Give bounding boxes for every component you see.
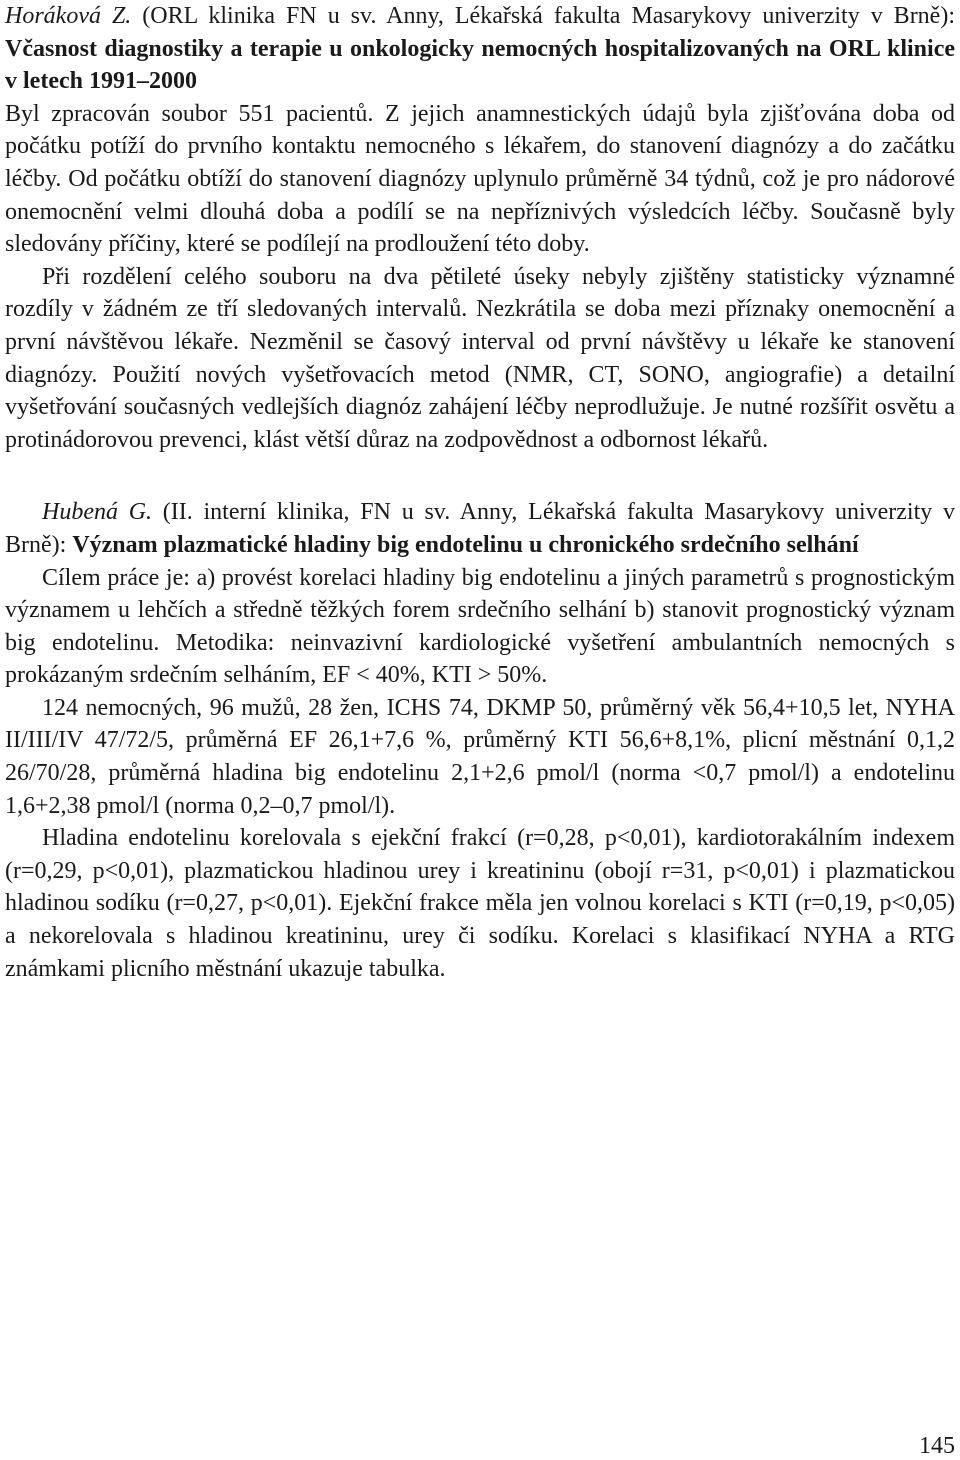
abstract-paragraph: 124 nemocných, 96 mužů, 28 žen, ICHS 74, DKMP 50, průměrný věk 56,4+10,5 let, NYHA II/III/IV 47/72/5, průměrná EF 26,1+7,6 %, průměrný KTI 56,6+8,1%, plicní městnání 0,1,2 26/70/28, průměrná hladina big endotelinu 2,1+2,6 pmol/l (norma <0,7 pmol/l) a endotelinu 1,6+2,38 pmol/l (norma 0,2–0,7 pmol/l). <box>5 694 955 819</box>
abstract-paragraph: Cílem práce je: a) provést korelaci hladiny big endotelinu a jiných parametrů s prognostickým významem u lehčích a středně těžkých forem srdečního selhání b) stanovit prognostický význam big endotelinu. Metodika: neinvazivní kardiologické vyšetření ambulantních nemocných s prokázaným srdečním selháním, EF < 40%, KTI > 50%. <box>5 564 955 689</box>
abstract-title: Včasnost diagnostiky a terapie u onkologicky nemocných hospitalizovaných na ORL klinice v letech 1991–2000 <box>5 35 955 95</box>
abstract-entry-hubena <box>5 496 955 985</box>
abstract-paragraph: Byl zpracován soubor 551 pacientů. Z jejich anamnestických údajů byla zjišťována doba od počátku potíží do prvního kontaktu nemocného s lékařem, do stanovení diagnózy a do začátku léčby. Od počátku obtíží do stanovení diagnózy uplynulo průměrně 34 týdnů, což je pro nádorové onemocnění velmi dlouhá doba a podílí se na nepříznivých výsledcích léčby. Současně byly sledovány příčiny, které se podílejí na prodloužení této doby. <box>5 100 955 258</box>
author-affiliation: (ORL klinika FN u sv. Anny, Lékařská fakulta Masarykovy univerzity v Brně): <box>131 3 955 29</box>
author-name: Horáková Z. <box>5 3 132 29</box>
abstract-title: Význam plazmatické hladiny big endotelinu u chronického srdečního selhání <box>72 531 859 558</box>
abstract-paragraph: Při rozdělení celého souboru na dva pětileté úseky nebyly zjištěny statisticky významné rozdíly v žádném ze tří sledovaných intervalů. Nezkrátila se doba mezi příznaky onemocnění a první návštěvou lékaře. Nezměnil se časový interval od první návštěvy u lékaře ke stanovení diagnózy. Použití nových vyšetřovacích metod (NMR, CT, SONO, angiografie) a detailní vyšetřování současných vedlejších diagnóz zahájení léčby neprodlužuje. Je nutné rozšířit osvětu a protinádorovou prevenci, klást větší důraz na zodpovědnost a odbornost lékařů. <box>5 263 955 453</box>
page-number: 145 <box>919 1433 955 1459</box>
abstract-entry-horakova <box>5 0 955 456</box>
abstract-heading <box>5 496 955 561</box>
abstract-heading <box>5 0 955 98</box>
author-name: Hubená G. <box>42 499 153 526</box>
document-page <box>5 0 955 985</box>
author-affiliation: (II. interní klinika, FN u sv. Anny, Lékařská fakulta Masarykovy univerzity v Brně): <box>5 499 955 558</box>
abstract-paragraph: Hladina endotelinu korelovala s ejekční frakcí (r=0,28, p<0,01), kardiotorakálním indexem (r=0,29, p<0,01), plazmatickou hladinou urey i kreatininu (obojí r=31, p<0,01) i plazmatickou hladinou sodíku (r=0,27, p<0,01). Ejekční frakce měla jen volnou korelaci s KTI (r=0,19, p<0,05) a nekorelovala s hladinou kreatininu, urey či sodíku. Korelaci s klasifikací NYHA a RTG známkami plicního městnání ukazuje tabulka. <box>5 825 955 982</box>
